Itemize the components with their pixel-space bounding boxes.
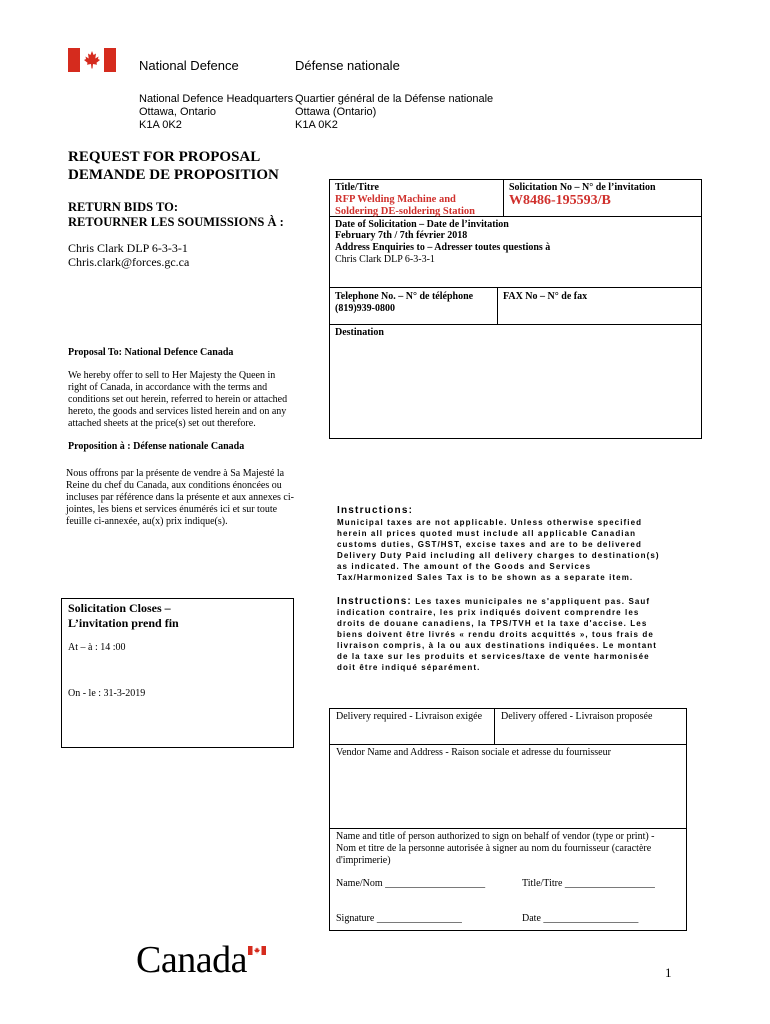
- title-value-line: Soldering DE-soldering Station: [335, 206, 476, 217]
- address-fr: [295, 93, 493, 132]
- canada-flag-icon: [68, 48, 116, 72]
- title-field[interactable]: Title/Titre __________________: [522, 878, 655, 889]
- enquiries-value: Chris Clark DLP 6-3-3-1: [335, 254, 435, 265]
- form-divider: [329, 324, 702, 325]
- enquiries-label: Address Enquiries to – Adresser toutes questions à: [335, 242, 551, 253]
- address-en-line: K1A 0K2: [139, 119, 182, 131]
- form-divider: [497, 287, 498, 325]
- instructions-en-heading: Instructions:: [337, 505, 414, 516]
- proposal-heading-fr: Proposition à : Défense nationale Canada: [68, 441, 245, 452]
- title-en: REQUEST FOR PROPOSAL: [68, 149, 261, 165]
- closes-title-en: Solicitation Closes –: [68, 601, 171, 615]
- instructions-fr-body: Les taxes municipales ne s'appliquent pas. Sauf indication contraire, les prix indiqués doivent comprendre les droits de douane canadiens, la TPS/TVH et la taxe d'accise. Les biens doivent être livrés « rendu droits acquittés », tous frais de livraison compris, à la ou aux destinations indiquées. Le montant de la taxe sur les produits et services/taxe de vente harmonisée doit être indiqué séparément.: [337, 597, 657, 672]
- fax-label: FAX No – N° de fax: [503, 291, 588, 302]
- address-en-line: National Defence Headquarters: [139, 93, 294, 105]
- form-divider: [503, 179, 504, 217]
- page-number: 1: [665, 965, 672, 980]
- address-en: [139, 93, 293, 132]
- title-label: Title/Titre: [335, 182, 379, 193]
- document-title: [68, 148, 279, 184]
- vendor-divider: [494, 708, 495, 745]
- name-field[interactable]: Name/Nom ____________________: [336, 878, 486, 889]
- return-bids-fr: RETOURNER LES SOUMISSIONS À :: [68, 215, 284, 229]
- vendor-box: [329, 708, 687, 931]
- contact-email[interactable]: Chris.clark@forces.gc.ca: [68, 255, 190, 269]
- delivery-offered-label: Delivery offered - Livraison proposée: [501, 711, 653, 722]
- instructions-en-body: Municipal taxes are not applicable. Unless otherwise specified herein all prices quoted must include all applicable Canadian customs duties, GST/HST, excise taxes and are to be delivered Delivery Duty Paid including all delivery charges to destination(s) as indicated. The amount of the Goods and Services Tax/Harmonized Sales Tax is to be shown as a separate item.: [337, 518, 660, 582]
- title-value: [335, 194, 475, 218]
- solicitation-number: W8486-195593/B: [509, 193, 611, 208]
- proposal-body-fr: Nous offrons par la présente de vendre à Sa Majesté la Reine du chef du Canada, aux conditions énoncées ou incluses par référence dans la présente et aux annexes ci-jointes, les biens et services énumérés ici et sur toute feuille ci-annexée, au(x) prix indique(s).: [66, 468, 294, 527]
- return-bids-en: RETURN BIDS TO:: [68, 200, 178, 214]
- closes-title: [68, 601, 179, 631]
- instructions-fr-heading: Instructions:: [337, 596, 412, 607]
- solicitation-label: Solicitation No – N° de l’invitation: [509, 182, 656, 193]
- date-label: Date of Solicitation – Date de l’invitation: [335, 219, 509, 230]
- title-value-line: RFP Welding Machine and: [335, 194, 456, 205]
- date-value: February 7th / 7th février 2018: [335, 230, 468, 241]
- address-en-line: Ottawa, Ontario: [139, 106, 217, 118]
- canada-wordmark-text: Canada: [136, 939, 247, 981]
- address-fr-line: Ottawa (Ontario): [295, 106, 377, 118]
- canada-wordmark: [136, 938, 276, 982]
- address-fr-line: Quartier général de la Défense nationale: [295, 93, 494, 105]
- delivery-required-label: Delivery required - Livraison exigée: [336, 711, 483, 722]
- signature-field[interactable]: Signature _________________: [336, 913, 462, 924]
- closes-title-fr: L’invitation prend fin: [68, 616, 179, 630]
- return-bids-contact: [68, 241, 189, 269]
- proposal-body-en: We hereby offer to sell to Her Majesty the Queen in right of Canada, in accordance with the terms and conditions set out herein, referred to herein or attached hereto, the goods and services listed herein and on any attached sheets at the price(s) set out therefore.: [68, 370, 288, 429]
- proposal-heading-en: Proposal To: National Defence Canada: [68, 347, 234, 358]
- closes-time: At – à : 14 :00: [68, 642, 126, 653]
- title-fr: DEMANDE DE PROPOSITION: [68, 167, 279, 183]
- contact-name: Chris Clark DLP 6-3-3-1: [68, 241, 188, 255]
- telephone-value: (819)939-0800: [335, 303, 395, 314]
- canada-wordmark-flag-icon: [248, 942, 266, 951]
- dept-name-en: National Defence: [139, 58, 239, 73]
- return-bids-heading: [68, 200, 284, 230]
- vendor-divider: [329, 828, 687, 829]
- authorized-person-label: Name and title of person authorized to sign on behalf of vendor (type or print) - Nom et titre de la personne autorisée à signer au nom du fournisseur (caractère d'imprimerie): [336, 831, 655, 866]
- form-divider: [329, 287, 702, 288]
- address-fr-line: K1A 0K2: [295, 119, 338, 131]
- destination-label: Destination: [335, 327, 384, 338]
- instructions-fr: [337, 596, 667, 673]
- telephone-label: Telephone No. – N° de téléphone: [335, 291, 474, 302]
- vendor-name-address-label: Vendor Name and Address - Raison sociale et adresse du fournisseur: [336, 747, 611, 758]
- closes-date: On - le : 31-3-2019: [68, 688, 146, 699]
- date-field[interactable]: Date ___________________: [522, 913, 639, 924]
- dept-name-fr: Défense nationale: [295, 58, 400, 73]
- vendor-divider: [329, 744, 687, 745]
